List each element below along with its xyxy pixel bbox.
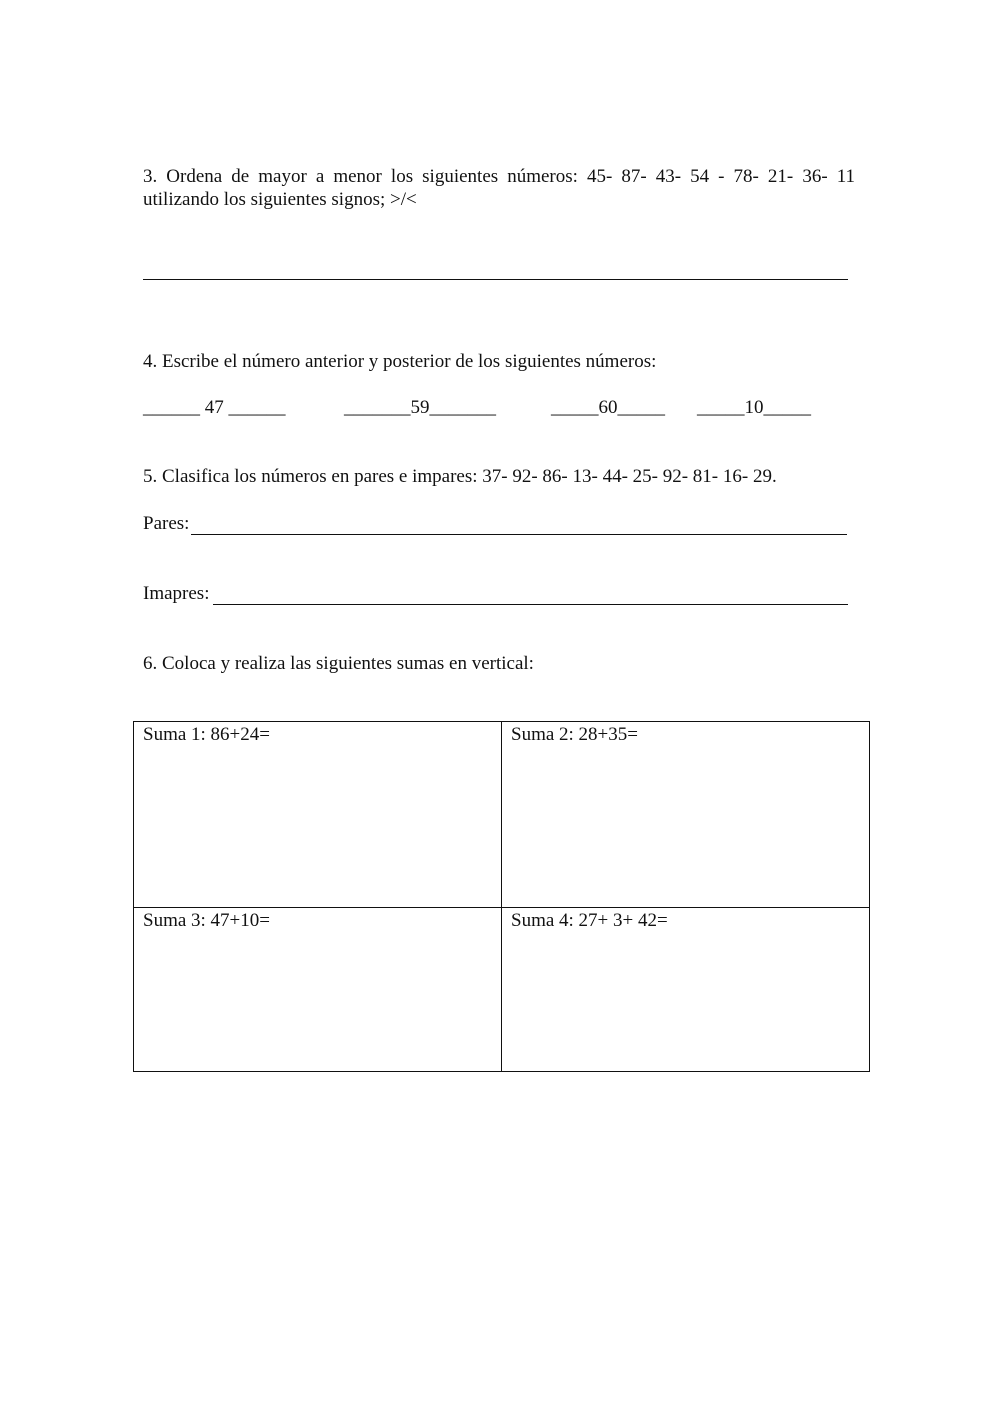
question-3-answer-line[interactable] [143, 279, 848, 280]
question-6-text: 6. Coloca y realiza las siguientes sumas en vertical: [143, 653, 534, 674]
predecessor-successor-item[interactable]: ______ 47 ______ [143, 397, 286, 418]
sum-cell[interactable] [134, 908, 502, 1071]
sum-cell[interactable] [502, 908, 869, 1071]
impares-answer-line[interactable] [213, 604, 848, 605]
sum-label: Suma 3: 47+10= [143, 910, 270, 931]
predecessor-successor-item[interactable]: _______59_______ [344, 397, 496, 418]
sum-cell[interactable] [134, 722, 502, 908]
predecessor-successor-item[interactable]: _____10_____ [697, 397, 811, 418]
impares-label: Imapres: [143, 583, 210, 604]
question-4-text: 4. Escribe el número anterior y posterior de los siguientes números: [143, 351, 657, 372]
sum-label: Suma 1: 86+24= [143, 724, 270, 745]
pares-label: Pares: [143, 513, 190, 534]
sum-label: Suma 2: 28+35= [511, 724, 638, 745]
question-3-text: 3. Ordena de mayor a menor los siguientes números: 45- 87- 43- 54 - 78- 21- 36- 11 utilizando los siguientes signos; >/< [143, 166, 855, 210]
question-5-text: 5. Clasifica los números en pares e impares: 37- 92- 86- 13- 44- 25- 92- 81- 16- 29. [143, 466, 777, 487]
pares-answer-line[interactable] [191, 534, 847, 535]
sums-table [133, 721, 870, 1072]
sum-label: Suma 4: 27+ 3+ 42= [511, 910, 668, 931]
sum-cell[interactable] [502, 722, 869, 908]
predecessor-successor-item[interactable]: _____60_____ [551, 397, 665, 418]
